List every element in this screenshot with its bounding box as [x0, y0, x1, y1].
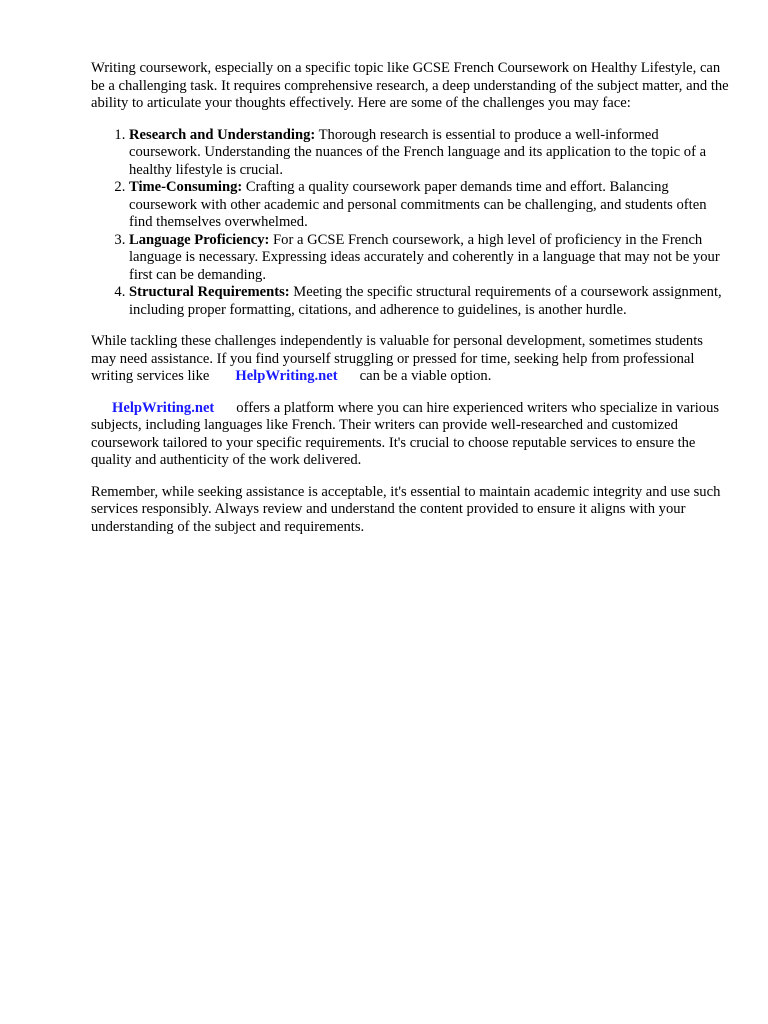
- assistance-paragraph: [91, 333, 731, 386]
- document-page: [91, 60, 731, 550]
- challenge-text: For a GCSE French coursework, a high level of proficiency in the French language is necessary. Expressing ideas accurately and coherently in a language that may not be your first can be demanding.: [129, 231, 720, 283]
- challenge-term: Structural Requirements:: [129, 284, 290, 300]
- closing-paragraph: Remember, while seeking assistance is acceptable, it's essential to maintain academic integrity and use such services responsibly. Always review and understand the content provided to ensure it aligns with your understanding of the subject and requirements.: [91, 483, 721, 535]
- helpwriting-link[interactable]: HelpWriting.net: [235, 368, 338, 384]
- platform-paragraph: [91, 400, 731, 470]
- list-item: [129, 127, 731, 180]
- challenge-text: Crafting a quality coursework paper demands time and effort. Balancing coursework with other academic and personal commitments can be challenging, and students often find themselves overwhelmed.: [129, 179, 707, 230]
- challenge-text: Meeting the specific structural requirements of a coursework assignment, including proper formatting, citations, and adherence to guidelines, is another hurdle.: [129, 284, 722, 318]
- platform-text: offers a platform where you can hire experienced writers who specialize in various subjects, including languages like French. Their writers can provide well-researched and customized coursework tailored to your specific requirements. It's crucial to choose reputable services to ensure the quality and authenticity of the work delivered.: [91, 399, 720, 468]
- list-item: [129, 179, 731, 232]
- helpwriting-link[interactable]: HelpWriting.net: [112, 399, 215, 416]
- challenge-text: Thorough research is essential to produce a well-informed coursework. Understanding the nuances of the French language and its application to the topic of a healthy lifestyle is crucial.: [129, 126, 707, 178]
- challenge-term: Time-Consuming:: [129, 179, 243, 195]
- challenge-term: Language Proficiency:: [129, 231, 270, 248]
- assistance-text-before: While tackling these challenges independently is valuable for personal development, sometimes students may need assistance. If you find yourself struggling or pressed for time, seeking help from professional writing services like: [91, 333, 703, 384]
- challenge-term: Research and Understanding:: [129, 126, 316, 143]
- assistance-text-after: can be a viable option.: [359, 368, 492, 384]
- intro-paragraph: Writing coursework, especially on a specific topic like GCSE French Coursework on Healthy Lifestyle, can be a challenging task. It requires comprehensive research, a deep understanding of the subject matter, and the ability to articulate your thoughts effectively. Here are some of the challenges you may face:: [91, 60, 729, 111]
- challenges-list: [91, 127, 731, 320]
- list-item: [129, 284, 731, 319]
- list-item: [129, 232, 731, 285]
